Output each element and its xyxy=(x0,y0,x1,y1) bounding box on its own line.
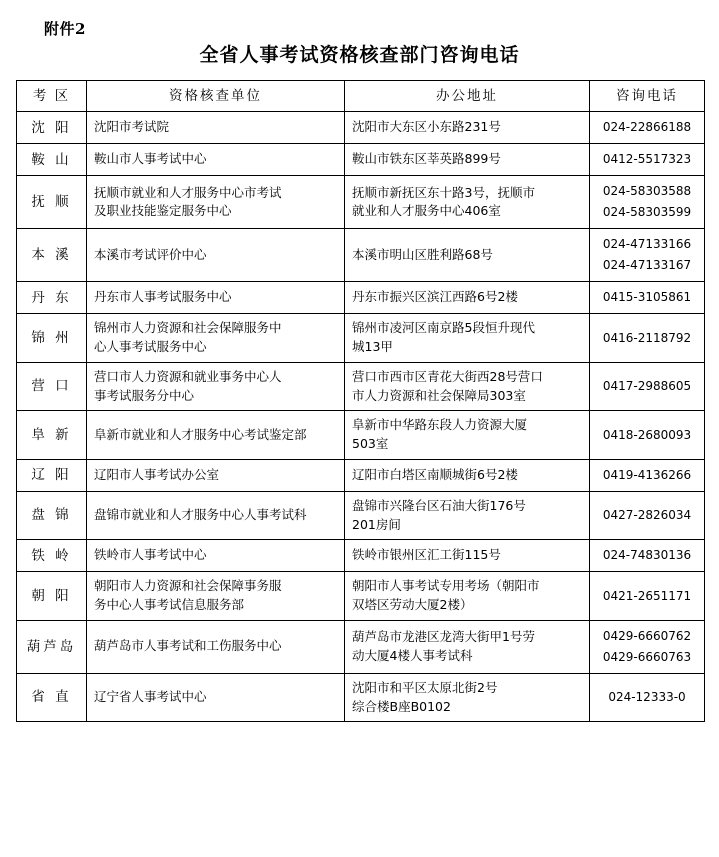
cell-unit xyxy=(87,411,345,460)
cell-phone-line: 0427-2826034 xyxy=(602,508,692,522)
cell-unit-line: 辽宁省人事考试中心 xyxy=(94,689,207,705)
table-row xyxy=(17,572,705,621)
cell-unit-line: 丹东市人事考试服务中心 xyxy=(94,289,232,305)
cell-unit xyxy=(87,282,345,314)
cell-phone xyxy=(590,144,705,176)
cell-phone xyxy=(590,673,705,722)
cell-address-line: 就业和人才服务中心406室 xyxy=(352,203,501,219)
table-row xyxy=(17,144,705,176)
cell-address-line: 综合楼B座B0102 xyxy=(352,698,451,714)
cell-phone-line: 0417-2988605 xyxy=(602,379,692,393)
page-title: 全省人事考试资格核查部门咨询电话 xyxy=(199,44,520,66)
cell-phone-line: 0429-6660763 xyxy=(602,649,692,664)
cell-region: 鞍 山 xyxy=(17,144,87,176)
cell-unit-line: 本溪市考试评价中心 xyxy=(94,246,207,262)
table-row xyxy=(17,620,705,673)
cell-region: 铁 岭 xyxy=(17,540,87,572)
cell-unit xyxy=(87,459,345,491)
cell-address xyxy=(345,176,590,229)
cell-phone-line: 024-47133166 xyxy=(602,237,692,252)
table-row xyxy=(17,459,705,491)
cell-address-line: 营口市西市区青花大街西28号营口 xyxy=(352,368,543,384)
table-header xyxy=(17,81,705,112)
cell-phone-line: 024-58303599 xyxy=(602,205,692,220)
cell-address-line: 201房间 xyxy=(352,516,401,532)
cell-unit xyxy=(87,572,345,621)
cell-address-line: 鞍山市铁东区莘英路899号 xyxy=(352,151,501,167)
cell-address xyxy=(345,620,590,673)
cell-unit-line: 阜新市就业和人才服务中心考试鉴定部 xyxy=(94,426,307,442)
cell-unit-line: 辽阳市人事考试办公室 xyxy=(94,466,220,482)
table-row xyxy=(17,176,705,229)
cell-unit xyxy=(87,144,345,176)
table-row xyxy=(17,229,705,282)
cell-unit-line: 锦州市人力资源和社会保障服务中 xyxy=(94,320,282,336)
cell-region: 朝 阳 xyxy=(17,572,87,621)
cell-phone-line: 0429-6660762 xyxy=(602,628,692,643)
cell-phone-line: 0418-2680093 xyxy=(602,427,692,442)
cell-address xyxy=(345,673,590,722)
cell-phone xyxy=(590,229,705,282)
cell-phone xyxy=(590,362,705,411)
cell-unit xyxy=(87,176,345,229)
cell-address-line: 丹东市振兴区滨江西路6号2楼 xyxy=(352,289,518,305)
cell-phone xyxy=(590,572,705,621)
cell-region: 锦 州 xyxy=(17,314,87,363)
cell-unit-line: 葫芦岛市人事考试和工伤服务中心 xyxy=(94,638,282,654)
cell-unit-line: 朝阳市人力资源和社会保障事务服 xyxy=(94,578,282,594)
cell-address-line: 阜新市中华路东段人力资源大厦 xyxy=(352,417,528,433)
cell-address xyxy=(345,572,590,621)
cell-address-line: 动大厦4楼人事考试科 xyxy=(352,647,473,663)
cell-address-line: 沈阳市大东区小东路231号 xyxy=(352,119,501,135)
cell-unit xyxy=(87,491,345,540)
cell-phone xyxy=(590,112,705,144)
cell-unit-line: 事考试服务分中心 xyxy=(94,387,195,403)
cell-address-line: 市人力资源和社会保障局303室 xyxy=(352,387,526,403)
column-header-unit: 资格核查单位 xyxy=(87,81,345,112)
cell-address-line: 朝阳市人事考试专用考场（朝阳市 xyxy=(352,578,540,594)
cell-region: 营 口 xyxy=(17,362,87,411)
cell-region: 辽 阳 xyxy=(17,459,87,491)
attachment-label: 附件2 xyxy=(44,20,86,38)
cell-address-line: 双塔区劳动大厦2楼） xyxy=(352,597,473,612)
cell-address xyxy=(345,282,590,314)
table-row xyxy=(17,491,705,540)
cell-address xyxy=(345,314,590,363)
table-row xyxy=(17,411,705,460)
cell-address xyxy=(345,411,590,460)
cell-address-line: 城13甲 xyxy=(352,339,393,354)
cell-region: 盘 锦 xyxy=(17,491,87,540)
table-row xyxy=(17,314,705,363)
cell-phone-line: 024-47133167 xyxy=(602,258,692,273)
table-header-row xyxy=(17,81,705,112)
cell-phone xyxy=(590,176,705,229)
cell-phone-line: 0416-2118792 xyxy=(602,330,692,345)
column-header-region: 考 区 xyxy=(17,81,87,112)
column-header-address: 办公地址 xyxy=(345,81,590,112)
cell-address-line: 抚顺市新抚区东十路3号，抚顺市 xyxy=(352,184,535,200)
column-header-phone: 咨询电话 xyxy=(590,81,705,112)
cell-phone xyxy=(590,491,705,540)
cell-region: 本 溪 xyxy=(17,229,87,282)
cell-address xyxy=(345,229,590,282)
cell-address xyxy=(345,144,590,176)
cell-address xyxy=(345,540,590,572)
cell-address xyxy=(345,491,590,540)
cell-unit xyxy=(87,540,345,572)
cell-phone xyxy=(590,314,705,363)
table-row xyxy=(17,282,705,314)
table-body xyxy=(17,112,705,722)
cell-phone xyxy=(590,282,705,314)
cell-address-line: 盘锦市兴隆台区石油大街176号 xyxy=(352,497,526,513)
cell-unit-line: 务中心人事考试信息服务部 xyxy=(94,597,245,612)
cell-region: 阜 新 xyxy=(17,411,87,460)
cell-unit-line: 鞍山市人事考试中心 xyxy=(94,151,207,167)
cell-phone xyxy=(590,540,705,572)
cell-address-line: 锦州市凌河区南京路5段恒升现代 xyxy=(352,320,535,336)
cell-unit xyxy=(87,112,345,144)
table-row xyxy=(17,673,705,722)
cell-region: 葫芦岛 xyxy=(17,620,87,673)
table-row xyxy=(17,362,705,411)
cell-region: 抚 顺 xyxy=(17,176,87,229)
cell-phone-line: 024-22866188 xyxy=(602,120,692,135)
cell-address-line: 辽阳市白塔区南顺城街6号2楼 xyxy=(352,466,518,482)
cell-unit-line: 沈阳市考试院 xyxy=(94,119,170,135)
cell-unit-line: 铁岭市人事考试中心 xyxy=(94,547,207,563)
cell-phone-line: 0415-3105861 xyxy=(602,290,692,305)
cell-unit xyxy=(87,362,345,411)
cell-address-line: 铁岭市银州区汇工街115号 xyxy=(352,547,501,563)
cell-region: 沈 阳 xyxy=(17,112,87,144)
cell-address-line: 本溪市明山区胜利路68号 xyxy=(352,246,493,262)
table-row xyxy=(17,540,705,572)
cell-phone-line: 024-58303588 xyxy=(602,184,692,199)
cell-unit xyxy=(87,314,345,363)
cell-address xyxy=(345,459,590,491)
cell-phone-line: 024-74830136 xyxy=(602,548,692,563)
cell-phone-line: 0419-4136266 xyxy=(602,467,692,482)
cell-unit xyxy=(87,673,345,722)
cell-unit-line: 及职业技能鉴定服务中心 xyxy=(94,203,232,219)
cell-phone-line: 024-12333-0 xyxy=(608,690,686,704)
table-row xyxy=(17,112,705,144)
cell-address xyxy=(345,112,590,144)
cell-phone-line: 0412-5517323 xyxy=(602,152,692,167)
cell-unit xyxy=(87,620,345,673)
cell-unit xyxy=(87,229,345,282)
cell-phone xyxy=(590,620,705,673)
cell-address-line: 503室 xyxy=(352,436,389,451)
consultation-phone-table xyxy=(16,80,705,722)
cell-region: 省 直 xyxy=(17,673,87,722)
cell-phone xyxy=(590,459,705,491)
cell-unit-line: 营口市人力资源和就业事务中心人 xyxy=(94,368,282,384)
cell-address-line: 葫芦岛市龙港区龙湾大街甲1号劳 xyxy=(352,629,535,644)
cell-unit-line: 抚顺市就业和人才服务中心市考试 xyxy=(94,184,282,200)
cell-region: 丹 东 xyxy=(17,282,87,314)
cell-address-line: 沈阳市和平区太原北街2号 xyxy=(352,679,498,695)
cell-unit-line: 心人事考试服务中心 xyxy=(94,339,207,354)
cell-phone xyxy=(590,411,705,460)
cell-unit-line: 盘锦市就业和人才服务中心人事考试科 xyxy=(94,507,307,523)
cell-phone-line: 0421-2651171 xyxy=(602,588,692,603)
cell-address xyxy=(345,362,590,411)
